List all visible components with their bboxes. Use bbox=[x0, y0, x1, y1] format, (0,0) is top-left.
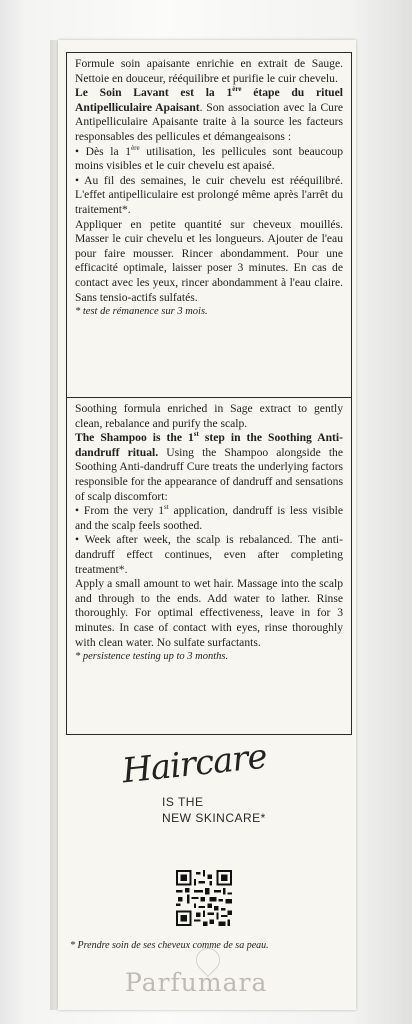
en-heading: The Shampoo is the 1st step in the Soothing Anti-dandruff ritual. bbox=[75, 430, 343, 459]
tagline-line-1: IS THE bbox=[162, 795, 204, 809]
en-intro: Soothing formula enriched in Sage extract to gently clean, rebalance and purify the scalp. bbox=[75, 402, 343, 430]
en-bullet-2: • Week after week, the scalp is rebalanced. The anti-dandruff effect continues, even after completing treatment*. bbox=[75, 533, 343, 576]
en-note: * persistence testing up to 3 months. bbox=[75, 651, 229, 663]
fr-intro: Formule soin apaisante enrichie en extrait de Sauge. Nettoie en douceur, rééquilibre et purifie le cuir chevelu. bbox=[75, 57, 343, 85]
en-heading-paragraph: The Shampoo is the 1st step in the Soothing Anti-dandruff ritual. Using the Shampoo alongside the Soothing Anti-dandruff Cure treats the underlying factors responsible for the appearance of dandruff and sensations of scalp discomfort: bbox=[75, 430, 343, 503]
fr-bullet-2: • Au fil des semaines, le cuir chevelu est rééquilibré. L'effet antipelliculaire est prolongé même après l'arrêt du traitement*. bbox=[75, 173, 343, 216]
haircare-script-logo: Haircare bbox=[120, 736, 269, 792]
french-text-block bbox=[75, 57, 343, 320]
en-bullet-1: • From the very 1st application, dandruff is less visible and the scalp feels soothed. bbox=[75, 503, 343, 532]
fr-usage: Appliquer en petite quantité sur cheveux mouillés. Masser le cuir chevelu et les longueurs. Ajouter de l'eau pour faire mousser. Rincer abondamment. Pour une efficacité optimale, laisser poser 3 minutes. En cas de contact avec les yeux, rincer abondamment à l'eau claire. Sans tensio-actifs sulfatés. bbox=[75, 217, 343, 304]
fr-bullet-1: • Dès la 1ère utilisation, les pellicules sont beaucoup moins visibles et le cuir chevelu est apaisé. bbox=[75, 143, 343, 173]
en-usage: Apply a small amount to wet hair. Massage into the scalp and through to the ends. Add water to lather. Rinse thoroughly. For optimal effectiveness, leave in for 3 minutes. In case of contact with eyes, rinse thoroughly with clean water. No sulfate surfactants. bbox=[75, 577, 343, 649]
fr-note: * test de rémanence sur 3 mois. bbox=[75, 306, 208, 318]
fr-heading: Le Soin Lavant est la 1ère étape du rituel Antipelliculaire Apaisant bbox=[75, 85, 343, 114]
tagline-line-2: NEW SKINCARE* bbox=[162, 811, 266, 825]
qr-code-icon bbox=[176, 870, 232, 926]
fr-heading-paragraph: Le Soin Lavant est la 1ère étape du rituel Antipelliculaire Apaisant. Son association avec la Cure Antipelliculaire Apaisante traite à la source les facteurs responsables des pellicules et démangeaisons : bbox=[75, 85, 343, 143]
english-text-block bbox=[75, 402, 343, 665]
watermark: Parfumara bbox=[125, 968, 268, 997]
footnote: * Prendre soin de ses cheveux comme de sa peau. bbox=[70, 940, 269, 951]
language-divider bbox=[66, 397, 352, 398]
